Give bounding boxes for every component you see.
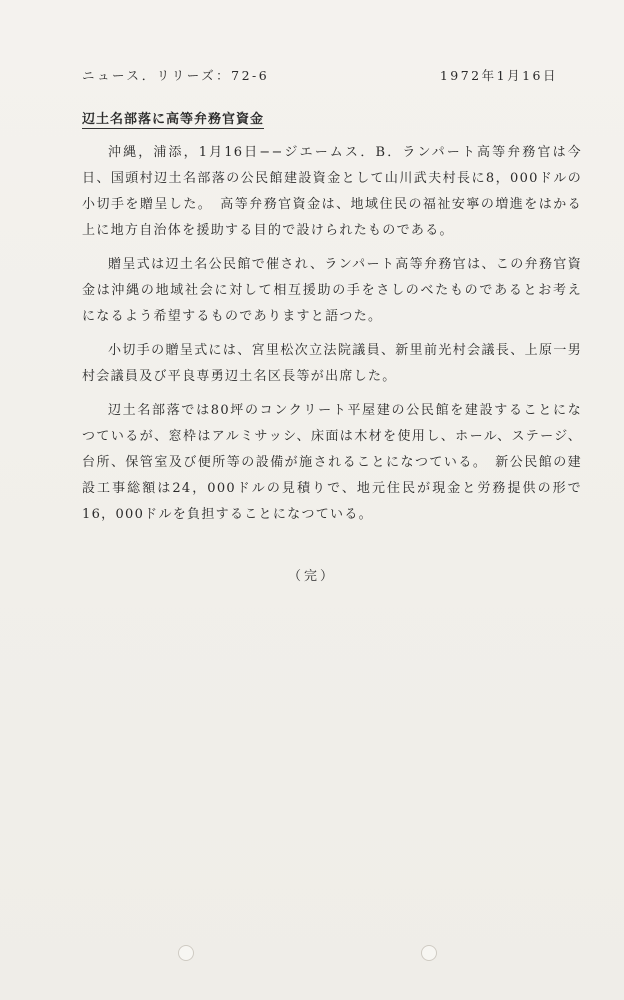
body-text	[82, 140, 582, 536]
punch-hole-left	[178, 945, 194, 961]
release-number: ニュース．リリーズ：72-6	[82, 68, 270, 83]
paragraph-4: 辺土名部落では80坪のコンクリート平屋建の公民館を建設することになつているが、窓枠はアルミサッシ、床面は木材を使用し、ホール、ステージ、台所、保管室及び便所等の設備が施されることになつている。 新公民館の建設工事総額は24，000ドルの見積りで、地元住民が現金と労務提供の形で16，000ドルを負担することになつている。	[82, 403, 582, 522]
paragraph-1: 沖縄，浦添，1月16日−−ジエームス．B．ランパート高等弁務官は今日、国頭村辺土名部落の公民館建設資金として山川武夫村長に8，000ドルの小切手を贈呈した。 高等弁務官資金は、地域住民の福祉安寧の増進をはかる上に地方自治体を援助する目的で設けられたものである。	[82, 145, 582, 238]
release-date: 1972年1月16日	[439, 68, 558, 83]
end-mark: （完）	[287, 569, 336, 584]
paragraph-2: 贈呈式は辺土名公民館で催され、ランパート高等弁務官は、この弁務官資金は沖縄の地域社会に対して相互援助の手をさしのべたものであるとお考えになるよう希望するものでありますと語つた。	[82, 257, 582, 324]
punch-hole-right	[421, 945, 437, 961]
headline: 辺土名部落に高等弁務官資金	[82, 108, 264, 129]
header	[82, 66, 558, 84]
paragraph-3: 小切手の贈呈式には、宮里松次立法院議員、新里前光村会議長、上原一男村会議員及び平良専勇辺土名区長等が出席した。	[82, 343, 582, 384]
